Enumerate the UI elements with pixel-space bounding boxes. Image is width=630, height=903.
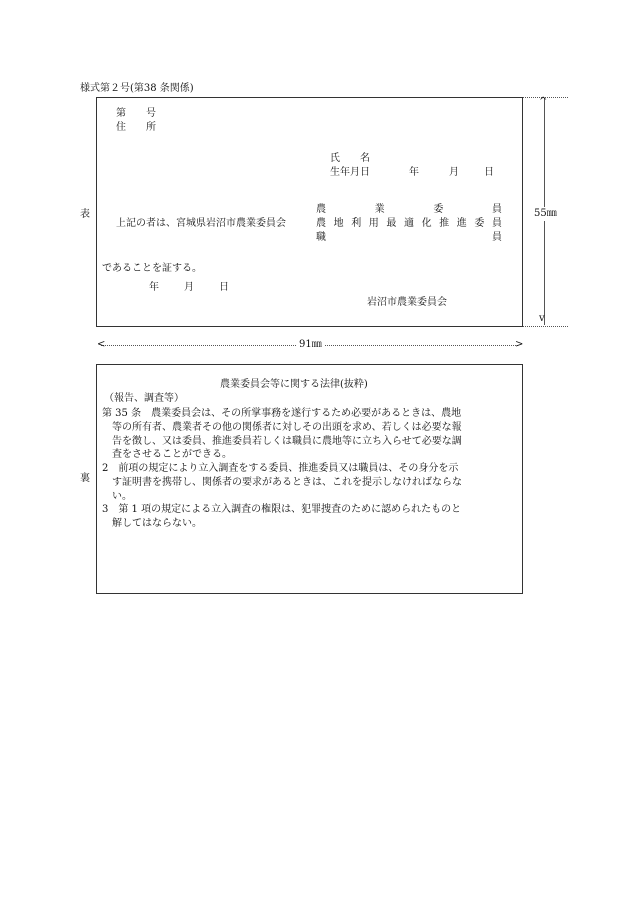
- arrow-down-icon: v: [539, 313, 545, 324]
- role-char: 適: [403, 218, 414, 229]
- bottom-extension-line: [522, 326, 568, 327]
- role-char: 化: [421, 218, 432, 229]
- role-char: 推: [439, 218, 450, 229]
- role-char: 進: [456, 218, 467, 229]
- role-char: 地: [333, 218, 344, 229]
- law-title: 農業委員会等に関する法律(抜粋): [220, 379, 368, 390]
- role-row-staff: [316, 232, 502, 244]
- text-line: 2 前項の規定により立入調査をする委員、推進委員又は職員は、その身分を示: [102, 463, 459, 474]
- arrow-left-icon: <: [97, 339, 106, 350]
- role-char: 職: [316, 232, 326, 243]
- role-char: 利: [351, 218, 362, 229]
- role-row-committee: [316, 204, 502, 216]
- text-line: 第 35 条 農業委員会は、その所掌事務を遂行するため必要があるときは、農地: [102, 408, 462, 419]
- arrow-right-icon: >: [515, 339, 524, 350]
- form-number-label: 様式第２号(第38 条関係): [80, 83, 194, 94]
- role-char: 員: [491, 204, 502, 215]
- text-line: 査をさせることができる。: [102, 449, 232, 461]
- text-line: す証明書を携帯し、関係者の要求があるときは、これを提示しなければならな: [102, 476, 462, 488]
- role-char: 業: [374, 204, 385, 215]
- dob-month: 月: [449, 167, 459, 178]
- role-char: 委: [474, 218, 485, 229]
- dob-day: 日: [484, 167, 494, 178]
- article-35-paragraph-2: [102, 462, 462, 503]
- number-label: 第 号: [116, 108, 156, 119]
- dob-year: 年: [409, 167, 419, 178]
- address-label: 住 所: [116, 122, 156, 133]
- role-char: 員: [491, 218, 502, 229]
- role-char: 用: [368, 218, 379, 229]
- article-35-paragraph-3: [102, 503, 461, 531]
- role-char: 員: [492, 232, 502, 243]
- front-side-label: 表: [80, 209, 90, 220]
- width-dimension-label: 91㎜: [299, 339, 322, 350]
- role-row-promotion: [316, 218, 502, 230]
- text-line: 3 第 1 項の規定による立入調査の権限は、犯罪捜査のために認められたものと: [102, 504, 462, 515]
- dob-label: 生年月日: [330, 167, 370, 178]
- height-dimension-label: 55㎜: [534, 208, 557, 219]
- issue-month: 月: [184, 282, 194, 293]
- issue-year: 年: [149, 282, 159, 293]
- role-char: 農: [316, 204, 326, 215]
- role-char: 農: [316, 218, 326, 229]
- back-side-label: 裏: [80, 473, 90, 484]
- role-char: 委: [433, 204, 444, 215]
- text-line: 等の所有者、農業者その他の関係者に対しその出頭を求め、若しくは必要な報: [102, 421, 462, 433]
- issuer-name: 岩沼市農業委員会: [367, 297, 447, 308]
- lead-text: 上記の者は、宮城県岩沼市農業委員会: [116, 218, 286, 229]
- arrow-up-icon: ^: [539, 96, 548, 107]
- text-line: 告を徴し、又は委員、推進委員若しくは職員に農地等に立ち入らせて必要な調: [102, 435, 462, 447]
- text-line: い。: [102, 490, 132, 502]
- role-char: 最: [386, 218, 397, 229]
- certify-text: であることを証する。: [102, 263, 202, 274]
- name-label: 氏 名: [330, 153, 370, 164]
- text-line: 解してはならない。: [102, 517, 202, 529]
- law-subtitle: （報告、調査等）: [104, 393, 184, 404]
- issue-day: 日: [219, 282, 229, 293]
- article-35: [102, 407, 462, 462]
